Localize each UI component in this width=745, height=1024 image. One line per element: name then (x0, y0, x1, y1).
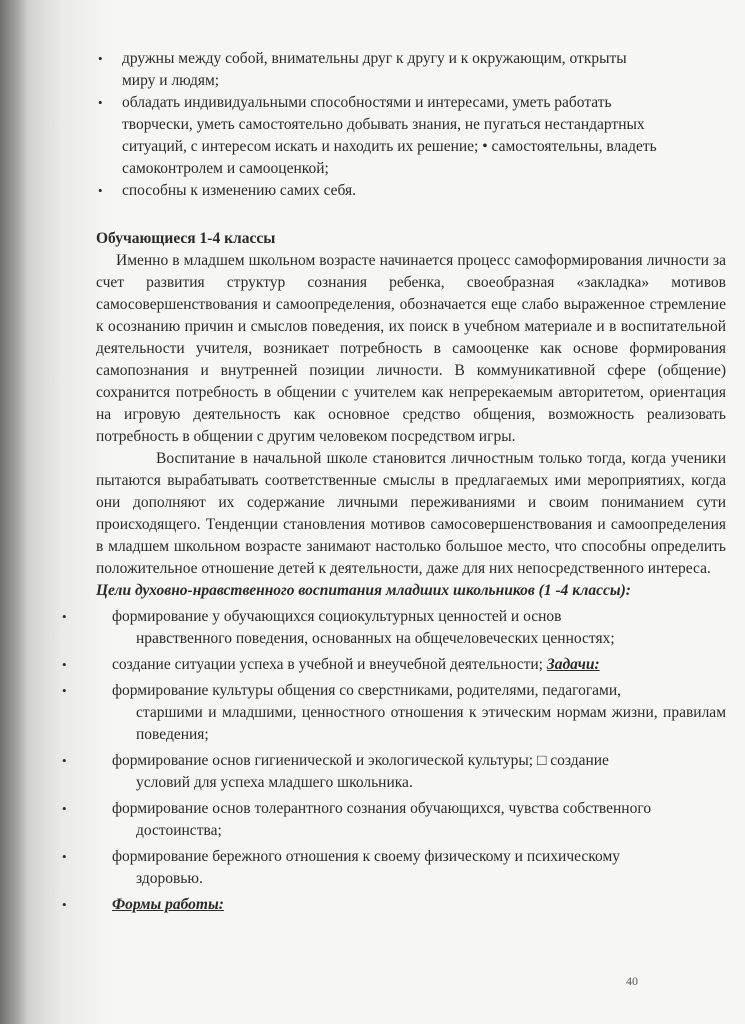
bullet-icon: • (62, 801, 67, 816)
list-item (62, 894, 726, 916)
bullet-icon: • (62, 849, 67, 864)
bullet-icon: • (62, 897, 67, 912)
book-spine-shadow (0, 0, 28, 1024)
page-content (62, 48, 726, 916)
paragraph: Именно в младшем школьном возрасте начинается процесс самоформирования личности за счет развития структур сознания ребенка, своеобразная «закладка» мотивов самосовершенствования и самоопределения, обозначается еще слабо выраженное стремление к осознанию причин и смыслов поведения, их поиск в учебном материале и в воспитательной деятельности учителя, возникает потребность в самооценке как основе формирования самопознания и внутренней позиции личности. В коммуникативной сфере (общение) сохранится потребность в общении с учителем как непререкаемым авторитетом, ориентация на игровую деятельность как основное средство общения, возможность реализовать потребность в общении с другим человеком посредством игры. (96, 252, 726, 445)
bullet-icon: • (62, 657, 67, 672)
bullet-icon: • (98, 183, 103, 198)
list-item: • формирование основ толерантного сознания обучающихся, чувства собственного достоинства; (62, 800, 652, 839)
list-item: • формирование у обучающихся социокультурных ценностей и основ нравственного поведения, основанных на общечеловеческих ценностях; (62, 608, 615, 647)
goals-bullet-list (62, 606, 726, 916)
goals-heading: Цели духовно-нравственного воспитания младших школьников (1 -4 классы): (96, 582, 631, 599)
traits-bullet-list (96, 48, 726, 202)
list-item: • способны к изменению самих себя. (96, 180, 726, 202)
bullet-icon: • (98, 51, 103, 66)
page-number: 40 (626, 974, 638, 988)
list-item: • формирование основ гигиенической и экологической культуры; □ создание условий для успеха младшего школьника. (62, 752, 609, 791)
list-item: • формирование культуры общения со сверстниками, родителями, педагогами, старшими и младшими, ценностного отношения к этическим нормам жизни, правилам поведения; (62, 682, 726, 743)
bullet-icon: • (62, 753, 67, 768)
bullet-icon: • (62, 683, 67, 698)
list-item: • обладать индивидуальными способностями и интересами, уметь работать творчески, уметь самостоятельно добывать знания, не пугаться нестандартных ситуаций, с интересом искать и находить их решение; • самостоятельны, владеть самоконтролем и самооценкой; (98, 94, 657, 177)
paragraph: Воспитание в начальной школе становится личностным только тогда, когда ученики пытаются вырабатывать соответственные смыслы в предлагаемых ими мероприятиях, когда они дополняют их содержание личными переживаниями и своим пониманием сути происходящего. Тенденции становления мотивов самосовершенствования и самоопределения в младшем школьном возрасте занимают настолько большое место, что способны определить положительное отношение детей к деятельности, даже для них непосредственного интереса. (96, 450, 726, 577)
list-item: • дружны между собой, внимательны друг к другу и к окружающим, открыты миру и людям; (98, 50, 627, 89)
section-title: Обучающиеся 1-4 классы (96, 230, 276, 247)
bullet-icon: • (62, 609, 67, 624)
forms-heading: Формы работы: (112, 896, 224, 913)
tasks-heading: Задачи: (546, 656, 600, 673)
list-item: • формирование бережного отношения к своему физическому и психическому здоровью. (62, 848, 621, 887)
list-item: • создание ситуации успеха в учебной и внеучебной деятельности; Задачи: (62, 654, 726, 676)
bullet-icon: • (98, 95, 103, 110)
